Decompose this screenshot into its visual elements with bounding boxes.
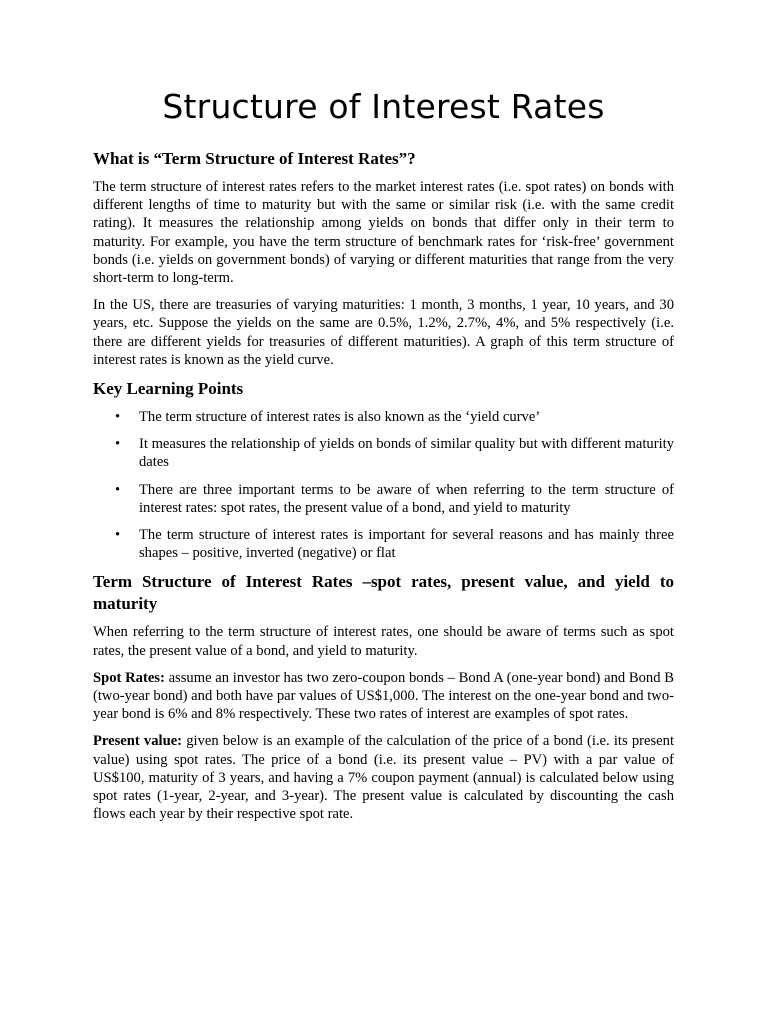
list-item-text: The term structure of interest rates is also known as the ‘yield curve’: [139, 409, 541, 426]
section-heading-what-is: What is “Term Structure of Interest Rates”?: [93, 149, 416, 168]
list-item: [93, 526, 674, 562]
bullet-icon: •: [115, 436, 121, 453]
spot-rates-text: assume an investor has two zero-coupon bonds – Bond A (one-year bond) and Bond B (two-year bond) and both have par values of US$1,000. The interest on the one-year bond and two-year bond is 6% and 8% respectively. These two rates of interest are examples of spot rates.: [93, 669, 674, 723]
paragraph-us-example: In the US, there are treasuries of varying maturities: 1 month, 3 months, 1 year, 10 years, and 30 years, etc. Suppose the yields on the same are 0.5%, 1.2%, 2.7%, 4%, and 5% respectively (i.e. there are different yields for treasuries of different maturities). A graph of this term structure of interest rates is known as the yield curve.: [93, 297, 674, 368]
document-page: [93, 84, 674, 832]
present-value-text: given below is an example of the calculation of the price of a bond (i.e. its present value) using spot rates. The price of a bond (i.e. its present value – PV) with a par value of US$100, maturity of 3 years, and having a 7% coupon payment (annual) is calculated below using spot rates (1-year, 2-year, and 3-year). The present value is calculated by discounting the cash flows each year by their respective spot rate.: [93, 733, 674, 823]
list-item-text: It measures the relationship of yields on bonds of similar quality but with different maturity dates: [139, 436, 674, 471]
paragraph-present-value: [93, 732, 674, 823]
list-item: [93, 435, 674, 471]
list-item: [93, 408, 674, 426]
key-points-list: [93, 408, 674, 562]
spot-rates-label: Spot Rates:: [93, 669, 165, 686]
document-title: Structure of Interest Rates: [162, 87, 605, 126]
paragraph-intro: When referring to the term structure of interest rates, one should be aware of terms such as spot rates, the present value of a bond, and yield to maturity.: [93, 624, 674, 659]
list-item-text: There are three important terms to be aware of when referring to the term structure of interest rates: spot rates, the present value of a bond, and yield to maturity: [139, 481, 674, 516]
paragraph-definition: The term structure of interest rates refers to the market interest rates (i.e. spot rates) on bonds with different lengths of time to maturity but with the same or similar risk (i.e. with the same credit rating). It measures the relationship among yields on bonds that differ only in their term to maturity. For example, you have the term structure of benchmark rates for ‘risk-free’ government bonds (i.e. yields on government bonds) of varying or different maturities that range from the very short-term to long-term.: [93, 179, 674, 287]
bullet-icon: •: [115, 527, 121, 544]
paragraph-spot-rates: [93, 669, 674, 724]
bullet-icon: •: [115, 409, 121, 426]
section-heading-term-structure-terms: Term Structure of Interest Rates –spot rates, present value, and yield to maturity: [93, 572, 674, 614]
present-value-label: Present value:: [93, 733, 183, 750]
list-item-text: The term structure of interest rates is important for several reasons and has mainly three shapes – positive, inverted (negative) or flat: [139, 527, 674, 562]
list-item: [93, 481, 674, 517]
bullet-icon: •: [115, 481, 121, 498]
section-heading-key-learning-points: Key Learning Points: [93, 379, 244, 399]
